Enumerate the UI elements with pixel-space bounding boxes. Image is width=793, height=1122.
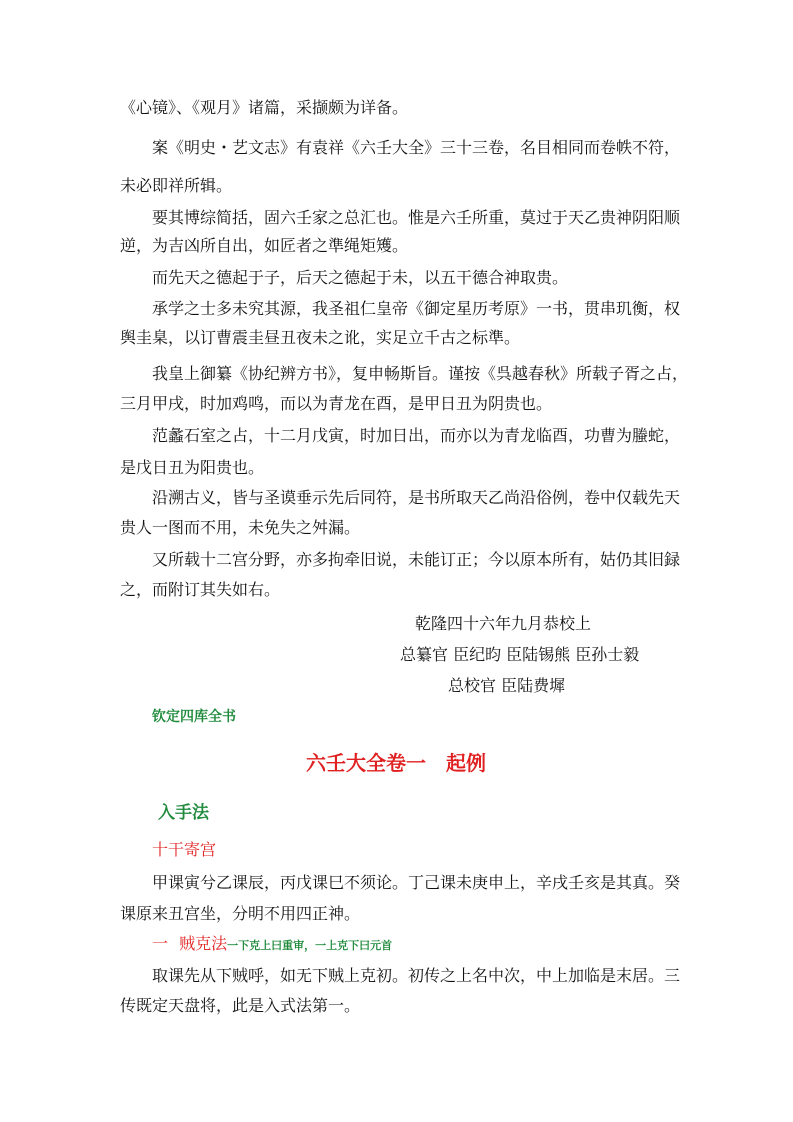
subsection-note: 一下克上曰重审，一上克下曰元首 (227, 939, 393, 952)
paragraph-line: 逆，为吉凶所自出，如匠者之準绳矩矱。 (120, 236, 409, 255)
verse-line: 课原来丑宫坐，分明不用四正神。 (120, 904, 361, 923)
signature-editors: 总纂官 臣纪昀 臣陆锡熊 臣孙士毅 (400, 645, 640, 664)
subsection-title: 贼克法 (179, 934, 228, 953)
paragraph-line: 《心镜》、《观月》诸篇，采撷颇为详备。 (120, 98, 409, 117)
verse-line: 传既定天盘将，此是入式法第一。 (120, 996, 361, 1015)
chapter-title: 六壬大全卷一 起例 (306, 751, 486, 775)
paragraph-line: 舆圭臬，以订曹震圭昼丑夜未之讹，实足立千古之标準。 (120, 328, 521, 347)
paragraph-line: 又所载十二宫分野，亦多拘牵旧说，未能订正；今以原本所有，姑仍其旧録 (152, 550, 681, 569)
verse-line: 甲课寅兮乙课辰，丙戊课巳不须论。丁己课未庚申上，辛戌壬亥是其真。癸 (152, 873, 681, 892)
paragraph-line: 案《明史・艺文志》有袁祥《六壬大全》三十三卷，名目相同而卷帙不符， (152, 138, 681, 157)
paragraph-line: 而先天之德起于子，后天之德起于未，以五干德合神取贵。 (152, 268, 569, 287)
section-heading: 入手法 (158, 803, 209, 823)
paragraph-line: 我皇上御纂《协纪辨方书》，复申畅斯旨。谨按《呉越春秋》所载子胥之占， (152, 364, 689, 383)
signature-proofreader: 总校官 臣陆费墀 (448, 676, 566, 695)
paragraph-line: 之，而附订其失如右。 (120, 580, 281, 599)
collection-title: 钦定四库全书 (152, 709, 236, 725)
paragraph-line: 要其博综简括，固六壬家之总汇也。惟是六壬所重，莫过于天乙贵神阴阳顺 (152, 208, 681, 227)
verse-line: 取课先从下贼呼，如无下贼上克初。初传之上名中次，中上加临是末居。三 (152, 966, 681, 985)
subsection-prefix: 一 (152, 934, 169, 953)
subsection-heading (152, 934, 392, 956)
paragraph-line: 未必即祥所辑。 (120, 176, 233, 195)
signature-date: 乾隆四十六年九月恭校上 (415, 614, 592, 633)
paragraph-line: 是戊日丑为阳贵也。 (120, 458, 265, 477)
paragraph-line: 承学之士多未究其源，我圣祖仁皇帝《御定星历考原》一书，贯串玑衡，权 (152, 299, 681, 318)
subsection-title: 十干寄宫 (152, 840, 217, 859)
paragraph-line: 贵人一图而不用，未免失之舛漏。 (120, 518, 361, 537)
paragraph-line: 三月甲戌，时加鸡鸣，而以为青龙在酉，是甲日丑为阴贵也。 (120, 394, 553, 413)
paragraph-line: 沿溯古义，皆与圣谟垂示先后同符，是书所取天乙尚沿俗例，卷中仅载先天 (152, 488, 681, 507)
paragraph-line: 范蠡石室之占，十二月戊寅，时加日出，而亦以为青龙临酉，功曹为螣蛇， (152, 426, 681, 445)
